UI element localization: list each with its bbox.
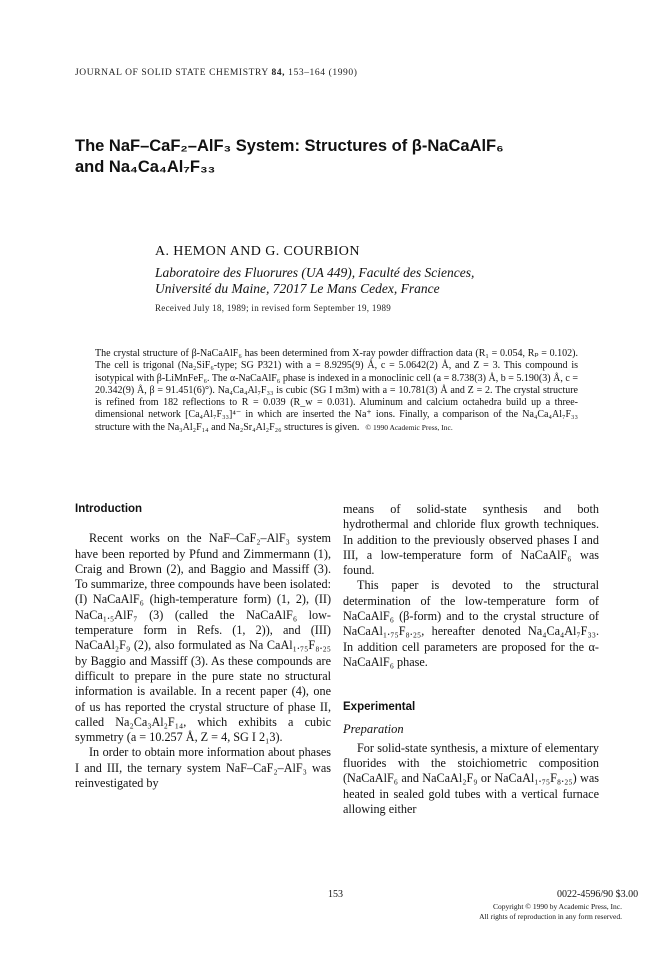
intro-paragraph-1: Recent works on the NaF–CaF₂–AlF₃ system have been reported by Pfund and Zimmermann (1), Craig and Brown (2), and Baggio and Massiff (3). To summarize, three compounds have been isolated: (I) NaCaAlF₆ (high-temperature form) (1, 2), (II) NaCa₁.₅AlF₇ (3) (called the NaCaAlF₆ low-temperature form in Refs. (1, 2)), and (III) NaCaAl₂F₉ (2), also formulated as Na CaAl₁.₇₅F₈.₂₅ by Baggio and Massiff (3). As these compounds are difficult to prepare in the pure state no structural information is available. In a recent paper (4), one of us has reported the crystal structure of phase II, called Na₂Ca₃Al₂F₁₄, which exhibits a cubic symmetry (a = 10.257 Å, Z = 4, SG I 2₁3). [75,531,331,745]
journal-header [75,68,358,78]
article-title [75,136,615,178]
left-column [75,502,331,791]
abstract [95,348,578,434]
section-heading-experimental: Experimental [343,701,416,714]
intro-paragraph-3: means of solid-state synthesis and both hydrothermal and chloride flux growth techniques. In addition to the previously observed phases I and III, a low-temperature form of NaCaAlF₆ was found. [343,502,599,578]
title-line-2: and Na₄Ca₄Al₇F₃₃ [75,158,216,176]
title-line-1: The NaF–CaF₂–AlF₃ System: Structures of β-NaCaAlF₆ [75,137,504,155]
abstract-copyright: © 1990 Academic Press, Inc. [365,422,453,432]
copyright-line-2: All rights of reproduction in any form reserved. [479,912,622,921]
intro-paragraph-2: In order to obtain more information about phases I and III, the ternary system NaF–CaF₂–AlF₃ was reinvestigated by [75,745,331,791]
page-number: 153 [328,889,343,900]
abstract-text: The crystal structure of β-NaCaAlF₆ has been determined from X-ray powder diffraction data (R₁ = 0.054, Rₚ = 0.102). The cell is trigonal (Na₂SiF₆-type; SG P321) with a = 8.9295(9) Å, c = 5.0642(2) Å, and Z = 3. This compound is isotypical with β-LiMnFeF₆. The α-NaCaAlF₆ phase is indexed in a monoclinic cell (a = 8.738(3) Å, b = 5.190(3) Å, c = 20.342(9) Å, β = 91.451(6)°). Na₄Ca₄Al₇F₃₃ is cubic (SG I m3m) with a = 10.781(3) Å and Z = 2. The crystal structure is refined from 182 reflections to R = 0.039 (R_w = 0.031). Aluminum and calcium octahedra build up a three-dimensional network [Ca₄Al₇F₃₃]⁴⁻ in which are inserted the Na⁺ ions. Finally, a comparison of the Na₄Ca₄Al₇F₃₃ structure with the Na₃Al₂F₁₄ and Na₂Sr₄Al₂F₂₆ structures is given. [95,348,578,433]
journal-name: JOURNAL OF SOLID STATE CHEMISTRY [75,68,269,78]
authors: A. HEMON AND G. COURBION [155,244,360,259]
intro-paragraph-4: This paper is devoted to the structural determination of the low-temperature form of NaCaAlF₆ (β-form) and to the crystal structure of NaCaAl₁.₇₅F₈.₂₅, hereafter denoted Na₄Ca₄Al₇F₃₃. In addition cell parameters are proposed for the α-NaCaAlF₆ phase. [343,578,599,669]
experimental-paragraph-1: For solid-state synthesis, a mixture of elementary fluorides with the stoichiometric composition (NaCaAlF₆ and NaCaAl₂F₉ or NaCaAl₁.₇₅F₈.₂₅) was heated in sealed gold tubes with a vertical furnace allowing either [343,740,599,817]
issn-price: 0022-4596/90 $3.00 [557,889,639,900]
copyright-notice [400,902,622,922]
subsection-heading-preparation: Preparation [343,721,404,736]
received-date: Received July 18, 1989; in revised form September 19, 1989 [155,303,392,313]
affiliation-line-1: Laboratoire des Fluorures (UA 449), Faculté des Sciences, [155,265,475,280]
journal-volume: 84, [271,68,286,78]
affiliation-line-2: Université du Maine, 72017 Le Mans Cedex, France [155,281,440,296]
journal-pages-year: 153–164 (1990) [288,68,358,78]
section-heading-introduction: Introduction [75,503,143,515]
right-column [343,502,599,817]
copyright-line-1: Copyright © 1990 by Academic Press, Inc. [492,902,622,911]
